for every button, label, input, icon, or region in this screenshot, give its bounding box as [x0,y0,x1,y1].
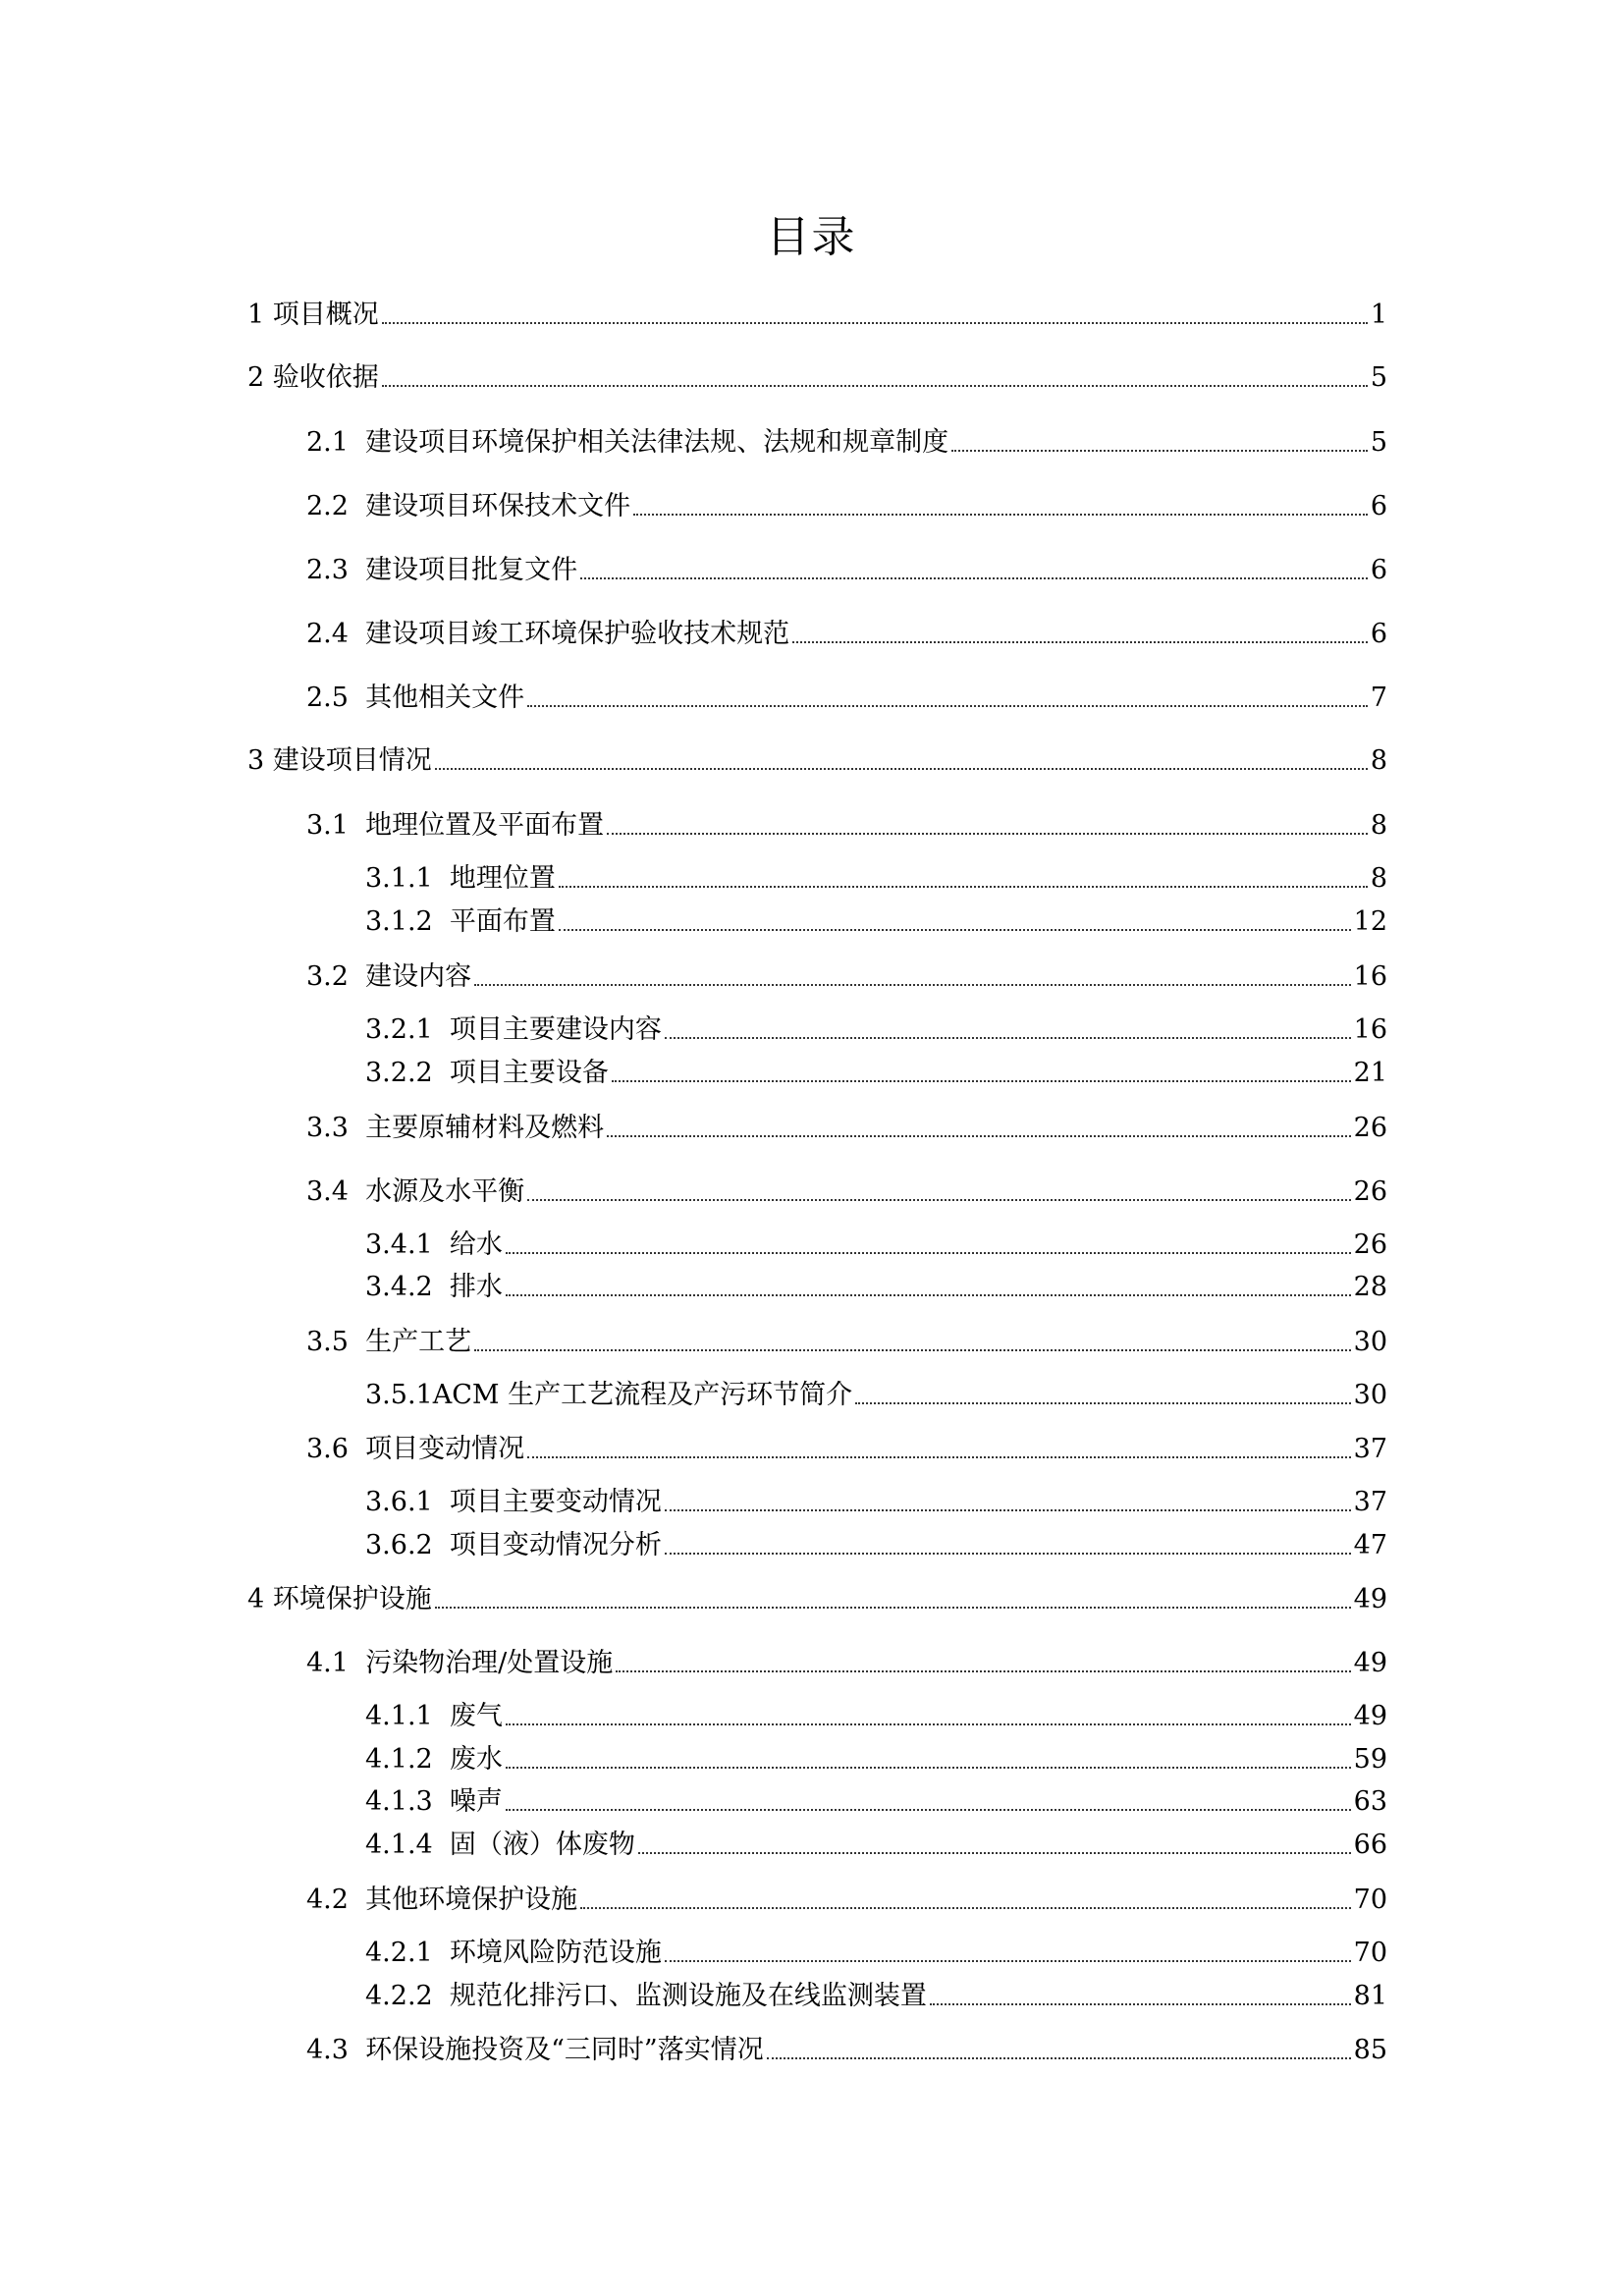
toc-entry-label [306,2034,764,2067]
toc-leader-dots [607,1135,1351,1137]
toc-entry-label [306,682,524,715]
toc-entry-text: 项目概况 [272,300,379,330]
toc-entry-page: 8 [1370,810,1387,841]
toc-entry-label [365,1379,852,1412]
toc-entry-text: 生产工艺流程及产污环节简介 [508,1380,853,1410]
toc-entry-label [306,1884,577,1917]
toc-entry[interactable] [306,960,1387,994]
toc-entry-text: 其他相关文件 [365,683,525,713]
toc-entry[interactable] [365,1057,1387,1090]
toc-entry-page: 16 [1353,1014,1387,1045]
toc-leader-dots [580,1907,1351,1909]
toc-entry-page: 1 [1370,300,1387,330]
toc-entry[interactable] [306,1647,1387,1680]
toc-entry-page: 8 [1370,745,1387,776]
toc-entry[interactable] [365,1379,1387,1412]
toc-leader-dots [382,385,1368,387]
toc-leader-dots [506,1252,1351,1254]
toc-entry-text: 废气 [449,1701,503,1731]
toc-entry-text: 环境风险防范设施 [449,1938,662,1968]
toc-entry-text: 建设项目情况 [272,745,432,776]
toc-entry-page: 12 [1353,906,1387,937]
toc-entry-label [306,1112,604,1145]
toc-entry-page: 5 [1370,362,1387,393]
toc-entry-text: 验收依据 [272,362,379,393]
toc-entry-page: 6 [1370,619,1387,649]
toc-entry-text: 环境保护设施 [272,1584,432,1614]
toc-entry-number: 2.4 [306,619,349,649]
toc-entry[interactable] [365,905,1387,939]
toc-entry-number: 2.5 [306,683,349,713]
toc-entry-text: 建设内容 [365,961,472,992]
toc-entry-label [365,1486,662,1519]
toc-leader-dots [580,577,1368,579]
toc-entry-label [306,554,577,587]
toc-entry-label [306,426,948,460]
toc-entry[interactable] [306,1326,1387,1359]
toc-entry[interactable] [306,2034,1387,2067]
toc-entry-page: 30 [1353,1380,1387,1410]
toc-entry-label [365,1829,635,1862]
toc-leader-dots [633,514,1368,516]
toc-entry[interactable] [365,862,1387,896]
toc-entry[interactable] [306,1433,1387,1466]
toc-leader-dots [665,1037,1351,1039]
toc-entry-page: 5 [1370,427,1387,458]
toc-entry-page: 28 [1353,1272,1387,1302]
toc-leader-dots [665,1960,1351,1962]
toc-entry[interactable] [365,1013,1387,1047]
toc-entry-label [365,1785,503,1819]
toc-leader-dots [527,1199,1351,1201]
toc-entry[interactable] [365,1829,1387,1862]
toc-entry[interactable] [306,1112,1387,1145]
toc-entry-number: 4.1.3 [365,1786,433,1817]
toc-entry-page: 37 [1353,1487,1387,1517]
toc-entry-label [247,744,432,778]
toc-entry-text: 环保设施投资及“三同时”落实情况 [365,2035,764,2065]
toc-entry-text: 固（液）体废物 [449,1830,635,1860]
toc-entry[interactable] [306,490,1387,523]
toc-entry-text: 建设项目环境保护相关法律法规、法规和规章制度 [365,427,949,458]
toc-entry-label [365,905,556,939]
toc-entry-label [306,809,604,843]
toc-leader-dots [527,1456,1351,1458]
toc-entry-page: 66 [1353,1830,1387,1860]
toc-entry-page: 70 [1353,1885,1387,1915]
toc-entry-number: 3.4.1 [365,1230,433,1260]
toc-entry[interactable] [306,682,1387,715]
toc-entry-number: 3.6.1 [365,1487,433,1517]
toc-entry-number: 4.1 [306,1648,349,1678]
toc-entry-label [365,1980,927,2013]
toc-leader-dots [612,1080,1351,1082]
toc-entry-number: 4.1.1 [365,1701,433,1731]
toc-entry-text: 噪声 [449,1786,503,1817]
toc-leader-dots [506,1767,1351,1769]
toc-entry-page: 49 [1353,1701,1387,1731]
toc-entry-label [365,1057,609,1090]
toc-entry-number: 2.3 [306,555,349,585]
toc-entry-label [306,1175,524,1209]
toc-entry-label [365,1937,662,1970]
toc-leader-dots [665,1553,1351,1555]
toc-entry-number: 2.1 [306,427,349,458]
toc-leader-dots [506,1809,1351,1811]
toc-entry-number: 4.2.1 [365,1938,433,1968]
toc-entry-page: 6 [1370,491,1387,521]
toc-leader-dots [638,1852,1351,1854]
toc-entry[interactable] [365,1529,1387,1562]
toc-entry-text: 项目变动情况 [365,1434,525,1464]
toc-entry-label [306,1433,524,1466]
toc-entry-label [306,1326,471,1359]
toc-entry-page: 59 [1353,1744,1387,1775]
toc-leader-dots [559,886,1368,888]
toc-entry-number: 3.2 [306,961,349,992]
toc-entry-number: 4.1.4 [365,1830,433,1860]
toc-leader-dots [665,1509,1351,1511]
toc-entry-label [306,960,471,994]
toc-entry-text: 地理位置及平面布置 [365,810,605,841]
toc-entry-number: 3.4 [306,1176,349,1207]
toc-entry-label [365,1700,503,1733]
toc-entry-text: 项目主要设备 [449,1058,609,1088]
toc-entry[interactable] [365,1486,1387,1519]
toc-leader-dots [435,1607,1351,1609]
page-title: 目录 [766,212,857,262]
toc-leader-dots [527,705,1368,707]
toc-entry[interactable] [365,1271,1387,1304]
toc-leader-dots [767,2057,1351,2059]
toc-entry-number: 3.5 [306,1327,349,1357]
toc-entry[interactable] [365,1229,1387,1262]
toc-entry[interactable] [247,744,1387,778]
toc-entry[interactable] [365,1785,1387,1819]
toc-entry-page: 70 [1353,1938,1387,1968]
toc-entry[interactable] [306,554,1387,587]
toc-entry-number: 3.1.1 [365,863,433,894]
toc-leader-dots [951,450,1368,452]
toc-entry[interactable] [247,1583,1387,1616]
toc-entry[interactable] [365,1700,1387,1733]
toc-leader-dots [382,322,1368,324]
toc-entry-text: 其他环境保护设施 [365,1885,578,1915]
toc-entry-number: 4.2 [306,1885,349,1915]
toc-entry-page: 37 [1353,1434,1387,1464]
toc-entry-number: 3.1 [306,810,349,841]
toc-entry-number: 2.2 [306,491,349,521]
toc-leader-dots [435,768,1368,770]
toc-entry-label [365,1743,503,1777]
toc-entry[interactable] [306,809,1387,843]
toc-entry-page: 26 [1353,1230,1387,1260]
toc-entry-text: 废水 [449,1744,503,1775]
toc-leader-dots [607,833,1368,835]
toc-entry-label [365,1229,503,1262]
toc-entry-number: 2 [247,362,265,393]
toc-entry-page: 49 [1353,1584,1387,1614]
toc-entry-text: 建设项目竣工环境保护验收技术规范 [365,619,790,649]
toc-entry-page: 49 [1353,1648,1387,1678]
toc-entry-text: 建设项目环保技术文件 [365,491,631,521]
toc-entry-page: 16 [1353,961,1387,992]
toc-entry-page: 30 [1353,1327,1387,1357]
toc-entry-page: 8 [1370,863,1387,894]
toc-entry-page: 26 [1353,1176,1387,1207]
toc-leader-dots [930,2003,1351,2005]
toc-entry[interactable] [365,1743,1387,1777]
toc-entry-text: 地理位置 [449,863,556,894]
toc-entry-text: 生产工艺 [365,1327,472,1357]
toc-entry-number: 3.3 [306,1113,349,1143]
toc-entry-number: 3.2.2 [365,1058,433,1088]
toc-entry-page: 26 [1353,1113,1387,1143]
toc-entry-label [365,862,556,896]
toc-entry-label [365,1013,662,1047]
toc-entry-page: 7 [1370,683,1387,713]
toc-entry-page: 85 [1353,2035,1387,2065]
toc-entry-number: 3.2.1 [365,1014,433,1045]
toc-entry-page: 63 [1353,1786,1387,1817]
toc-entry-label [306,490,630,523]
toc-entry[interactable] [365,1937,1387,1970]
toc-entry[interactable] [247,299,1387,332]
toc-entry-number: 4.3 [306,2035,349,2065]
toc-entry[interactable] [306,426,1387,460]
toc-entry[interactable] [306,618,1387,651]
toc-entry-page: 6 [1370,555,1387,585]
toc-entry[interactable] [306,1884,1387,1917]
toc-entry-page: 81 [1353,1981,1387,2011]
toc-entry-number: 3.4.2 [365,1272,433,1302]
toc-entry-text: 污染物治理/处置设施 [365,1648,614,1678]
toc-entry-number: 3 [247,745,265,776]
toc-entry-number: 4.2.2 [365,1981,433,2011]
toc-entry-label [306,1647,613,1680]
toc-leader-dots [474,1349,1351,1351]
toc-entry-text: 水源及水平衡 [365,1176,525,1207]
toc-entry-text: 主要原辅材料及燃料 [365,1113,605,1143]
toc-leader-dots [506,1723,1351,1725]
toc-entry-label [365,1529,662,1562]
toc-entry[interactable] [365,1980,1387,2013]
toc-entry[interactable] [247,361,1387,395]
toc-entry-page: 47 [1353,1530,1387,1560]
toc-entry-text: 排水 [449,1272,503,1302]
toc-entry-number: 3.6 [306,1434,349,1464]
toc-entry-number: 4.1.2 [365,1744,433,1775]
toc-entry-number: 1 [247,300,265,330]
toc-leader-dots [855,1402,1351,1404]
toc-entry-number: 4 [247,1584,265,1614]
toc-entry-number: 3.6.2 [365,1530,433,1560]
toc-entry-text: 项目主要建设内容 [449,1014,662,1045]
toc-leader-dots [792,641,1368,643]
toc-leader-dots [559,929,1351,931]
toc-entry-label [365,1271,503,1304]
toc-entry-text: 项目主要变动情况 [449,1487,662,1517]
toc-entry-number: 3.5.1ACM [365,1380,500,1410]
toc-entry-text: 建设项目批复文件 [365,555,578,585]
toc-entry-number: 3.1.2 [365,906,433,937]
toc-leader-dots [616,1670,1350,1672]
toc-entry-text: 规范化排污口、监测设施及在线监测装置 [449,1981,927,2011]
toc-entry-text: 平面布置 [449,906,556,937]
toc-entry-text: 项目变动情况分析 [449,1530,662,1560]
toc-entry-label [306,618,789,651]
toc-leader-dots [474,984,1351,986]
toc-entry-label [247,361,379,395]
toc-entry-page: 21 [1353,1058,1387,1088]
toc-entry[interactable] [306,1175,1387,1209]
toc-entry-label [247,1583,432,1616]
toc-entry-text: 给水 [449,1230,503,1260]
toc-leader-dots [506,1294,1351,1296]
toc-entry-label [247,299,379,332]
